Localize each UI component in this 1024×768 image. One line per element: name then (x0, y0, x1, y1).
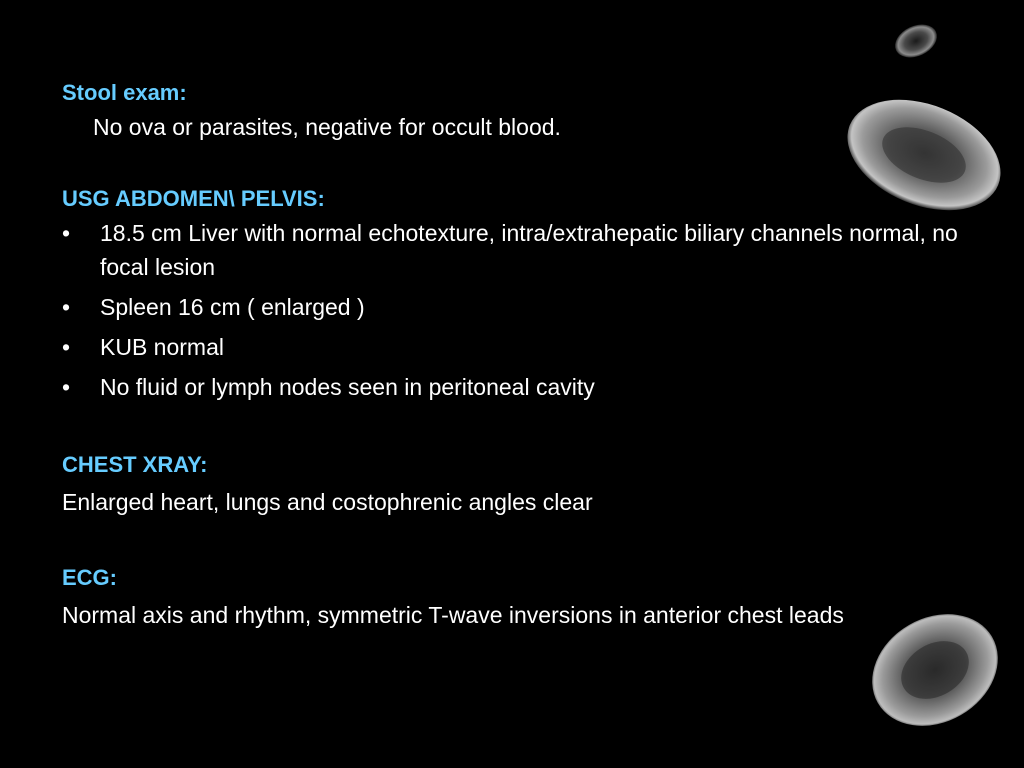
bullet: • (62, 220, 71, 246)
stool-exam-heading: Stool exam: (62, 80, 187, 105)
list-item (62, 290, 962, 324)
chest-xray-heading: CHEST XRAY: (62, 452, 208, 477)
spacer (62, 144, 962, 182)
list-item-text: Spleen 16 cm ( enlarged ) (100, 294, 365, 320)
list-item (62, 370, 962, 404)
list-item-text: KUB normal (100, 334, 224, 360)
usg-findings-list (62, 216, 962, 404)
list-item-text: 18.5 cm Liver with normal echotexture, intra/extrahepatic biliary channels normal, no focal lesion (100, 220, 958, 280)
bullet: • (62, 334, 71, 360)
spacer (62, 523, 962, 561)
stool-exam-text: No ova or parasites, negative for occult blood. (93, 114, 561, 140)
list-item (62, 216, 962, 284)
spacer (62, 410, 962, 448)
ecg-text: Normal axis and rhythm, symmetric T-wave inversions in anterior chest leads (62, 602, 844, 628)
list-item (62, 330, 962, 364)
blood-cell-image-small (888, 16, 944, 66)
usg-heading: USG ABDOMEN\ PELVIS: (62, 186, 325, 211)
ecg-heading: ECG: (62, 565, 117, 590)
slide-content (62, 76, 962, 636)
bullet: • (62, 374, 71, 400)
list-item-text: No fluid or lymph nodes seen in peritoneal cavity (100, 374, 595, 400)
chest-xray-text: Enlarged heart, lungs and costophrenic angles clear (62, 489, 593, 515)
bullet: • (62, 294, 71, 320)
